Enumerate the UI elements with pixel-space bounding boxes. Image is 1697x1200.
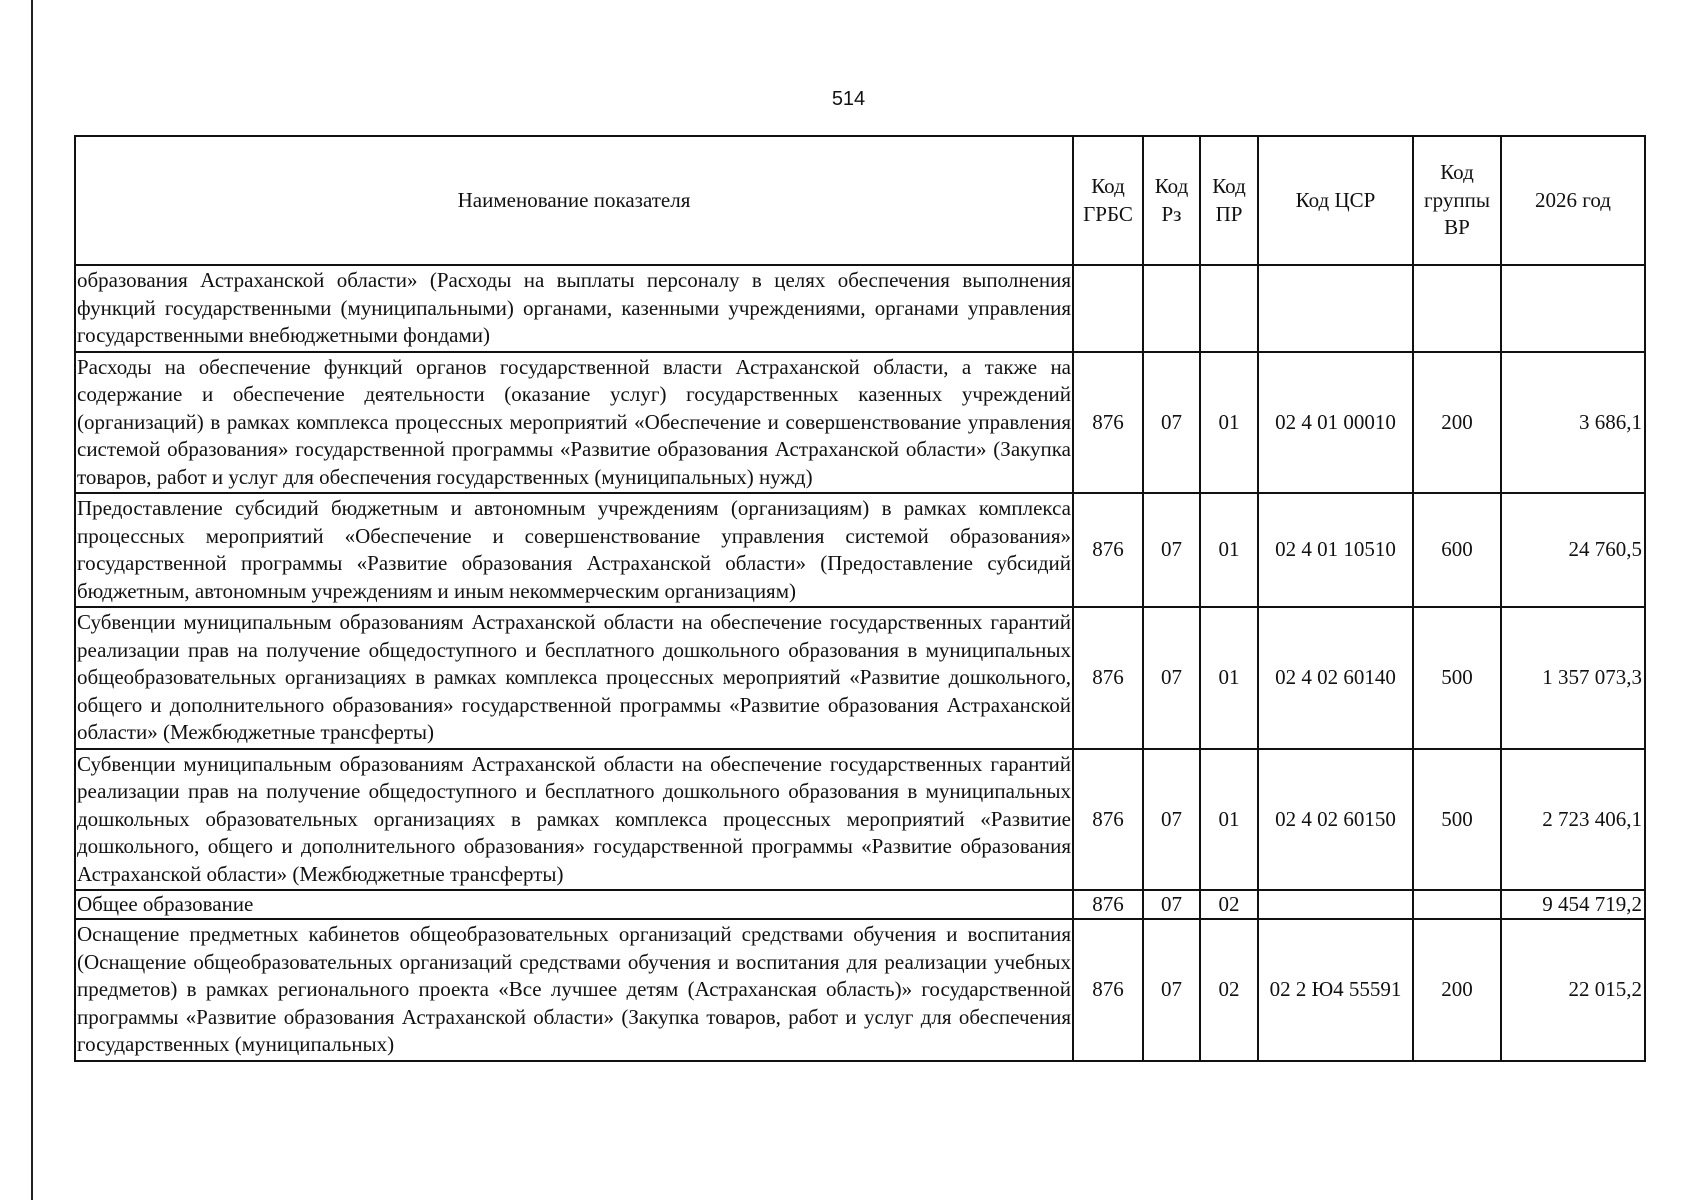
table-row (75, 749, 1645, 891)
cell-rz: 07 (1143, 890, 1200, 919)
cell-csr: 02 2 Ю4 55591 (1258, 919, 1413, 1061)
cell-name: образования Астраханской области» (Расходы на выплаты персоналу в целях обеспечения выполнения функций государственными (муниципальными) органами, казенными учреждениями, органами управления государственными внебюджетными фондами) (75, 265, 1073, 352)
cell-grbs (1073, 265, 1143, 352)
budget-table (74, 135, 1646, 1062)
cell-rz: 07 (1143, 607, 1200, 749)
cell-name: Общее образование (75, 890, 1073, 919)
header-rz-line: Рз (1161, 201, 1182, 226)
cell-vr: 200 (1413, 919, 1501, 1061)
header-vr-line: Код (1440, 160, 1474, 185)
header-pr (1200, 136, 1258, 265)
table-row (75, 919, 1645, 1061)
cell-rz: 07 (1143, 919, 1200, 1061)
cell-vr (1413, 265, 1501, 352)
left-margin-rule (31, 0, 33, 1200)
cell-amount: 22 015,2 (1501, 919, 1645, 1061)
cell-grbs: 876 (1073, 749, 1143, 891)
cell-vr (1413, 890, 1501, 919)
cell-amount: 24 760,5 (1501, 493, 1645, 607)
cell-rz (1143, 265, 1200, 352)
cell-grbs: 876 (1073, 890, 1143, 919)
cell-pr (1200, 265, 1258, 352)
cell-name: Расходы на обеспечение функций органов государственной власти Астраханской области, а также на содержание и обеспечение деятельности (оказание услуг) государственных казенных учреждений (организаций) в рамках комплекса процессных мероприятий «Обеспечение и совершенствование управления системой образования» государственной программы «Развитие образования Астраханской области» (Закупка товаров, работ и услуг для обеспечения государственных (муниципальных) нужд) (75, 352, 1073, 494)
cell-rz: 07 (1143, 493, 1200, 607)
header-grbs (1073, 136, 1143, 265)
cell-amount: 3 686,1 (1501, 352, 1645, 494)
cell-csr: 02 4 01 10510 (1258, 493, 1413, 607)
page-number: 514 (831, 88, 866, 110)
cell-amount (1501, 265, 1645, 352)
header-name: Наименование показателя (75, 136, 1073, 265)
cell-name: Предоставление субсидий бюджетным и автономным учреждениям (организациям) в рамках комплекса процессных мероприятий «Обеспечение и совершенствование управления системой образования» государственной программы «Развитие образования Астраханской области» (Предоставление субсидий бюджетным, автономным учреждениям и иным некоммерческим организациям) (75, 493, 1073, 607)
header-grbs-line: ГРБС (1083, 201, 1133, 226)
cell-grbs: 876 (1073, 919, 1143, 1061)
cell-pr: 01 (1200, 352, 1258, 494)
header-grbs-line: Код (1091, 174, 1125, 198)
header-vr-line: ВР (1444, 215, 1470, 240)
table-row-section (75, 890, 1645, 919)
cell-grbs: 876 (1073, 493, 1143, 607)
cell-name: Субвенции муниципальным образованиям Астраханской области на обеспечение государственных гарантий реализации прав на получение общедоступного и бесплатного дошкольного образования в муниципальных дошкольных образовательных организациях в рамках комплекса процессных мероприятий «Развитие дошкольного, общего и дополнительного образования» государственной программы «Развитие образования Астраханской области» (Межбюджетные трансферты) (75, 749, 1073, 891)
cell-csr: 02 4 01 00010 (1258, 352, 1413, 494)
table-row (75, 493, 1645, 607)
cell-rz: 07 (1143, 749, 1200, 891)
header-rz (1143, 136, 1200, 265)
cell-amount: 2 723 406,1 (1501, 749, 1645, 891)
cell-vr: 500 (1413, 749, 1501, 891)
cell-vr: 200 (1413, 352, 1501, 494)
header-pr-line: Код (1212, 174, 1246, 198)
cell-csr (1258, 890, 1413, 919)
table-header-row (75, 136, 1645, 265)
header-pr-line: ПР (1215, 201, 1243, 226)
table-row (75, 352, 1645, 494)
cell-rz: 07 (1143, 352, 1200, 494)
cell-grbs: 876 (1073, 352, 1143, 494)
cell-pr: 01 (1200, 493, 1258, 607)
table-row (75, 265, 1645, 352)
header-csr: Код ЦСР (1258, 136, 1413, 265)
cell-pr: 01 (1200, 749, 1258, 891)
header-rz-line: Код (1154, 174, 1189, 198)
cell-name: Субвенции муниципальным образованиям Астраханской области на обеспечение государственных гарантий реализации прав на получение общедоступного и бесплатного дошкольного образования в муниципальных общеобразовательных организациях в рамках комплекса процессных мероприятий «Развитие дошкольного, общего и дополнительного образования» государственной программы «Развитие образования Астраханской области» (Межбюджетные трансферты) (75, 607, 1073, 749)
cell-amount: 1 357 073,3 (1501, 607, 1645, 749)
cell-csr: 02 4 02 60150 (1258, 749, 1413, 891)
cell-name: Оснащение предметных кабинетов общеобразовательных организаций средствами обучения и воспитания (Оснащение общеобразовательных организаций средствами обучения и воспитания для реализации учебных предметов) в рамках регионального проекта «Все лучшее детям (Астраханская область)» государственной программы «Развитие образования Астраханской области» (Закупка товаров, работ и услуг для обеспечения государственных (муниципальных) (75, 919, 1073, 1061)
cell-pr: 02 (1200, 919, 1258, 1061)
cell-amount: 9 454 719,2 (1501, 890, 1645, 919)
cell-pr: 02 (1200, 890, 1258, 919)
cell-vr: 600 (1413, 493, 1501, 607)
cell-csr (1258, 265, 1413, 352)
header-vr (1413, 136, 1501, 265)
header-vr-line: группы (1424, 187, 1490, 212)
header-year: 2026 год (1501, 136, 1645, 265)
table-row (75, 607, 1645, 749)
cell-grbs: 876 (1073, 607, 1143, 749)
cell-csr: 02 4 02 60140 (1258, 607, 1413, 749)
cell-vr: 500 (1413, 607, 1501, 749)
cell-pr: 01 (1200, 607, 1258, 749)
